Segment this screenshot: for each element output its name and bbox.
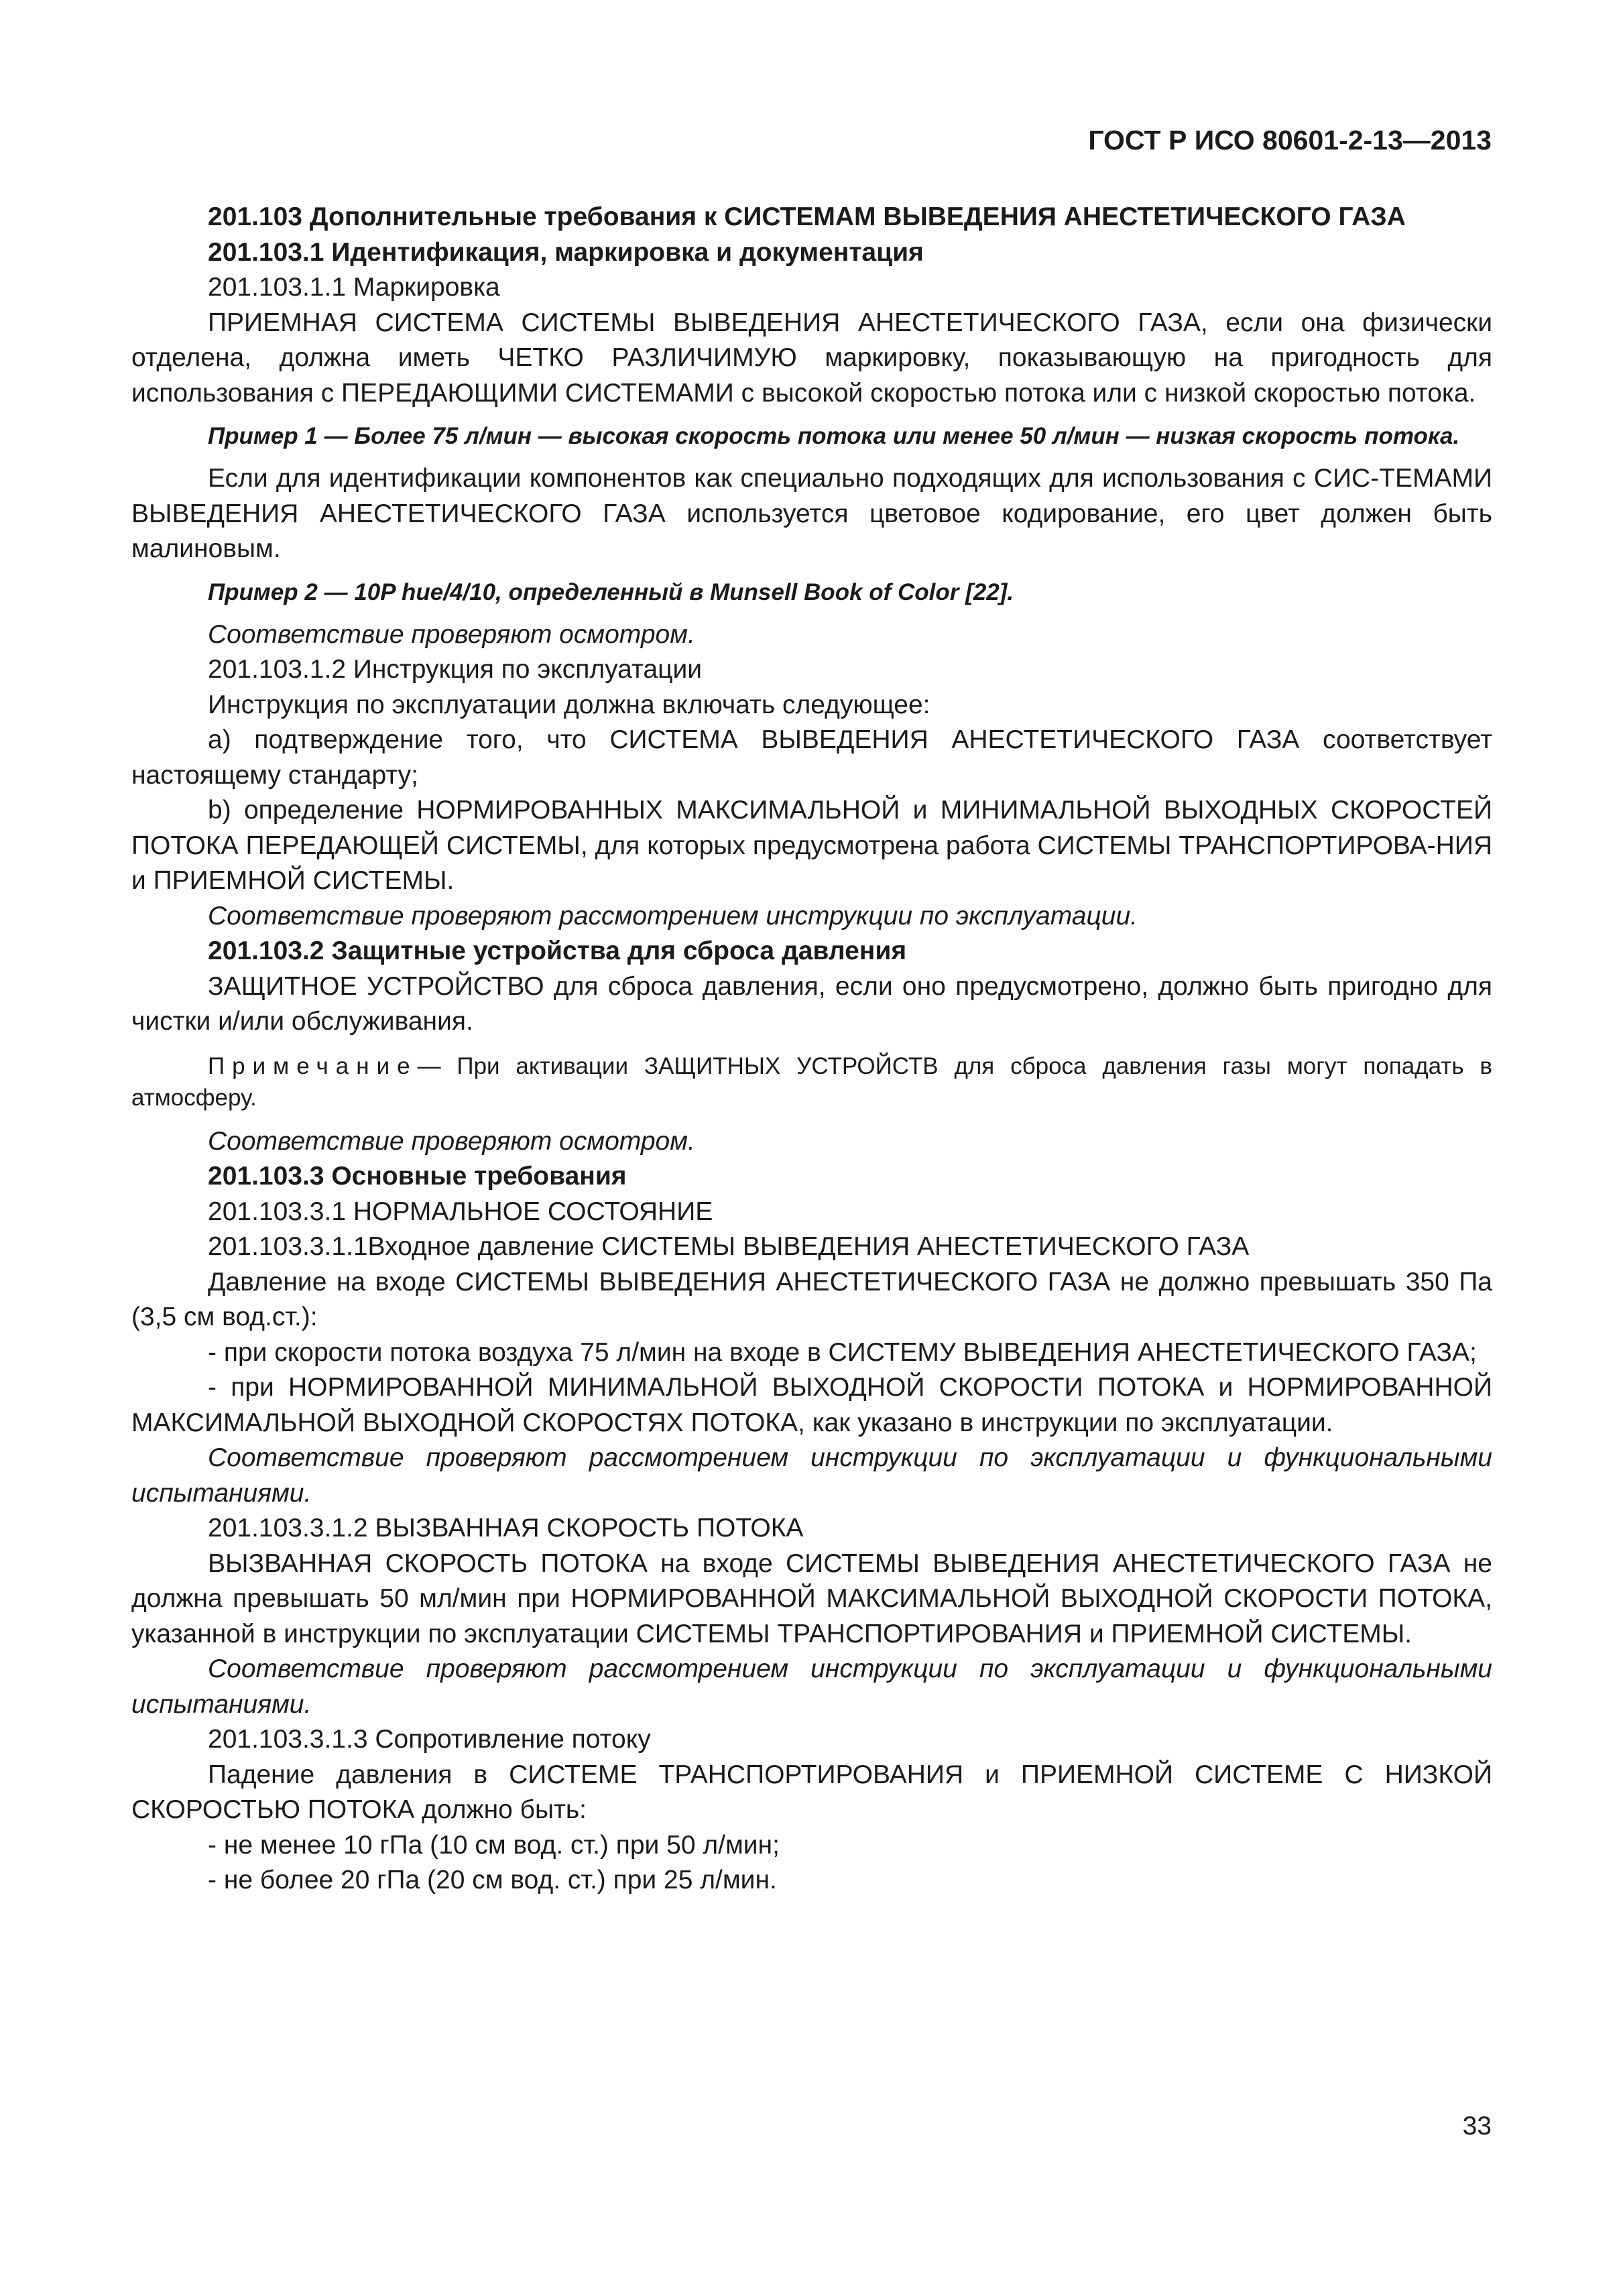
paragraph: Если для идентификации компонентов как специально подходящих для использования с СИС-ТЕМАМИ ВЫВЕДЕНИЯ АНЕСТЕТИЧЕСКОГО ГАЗА используется цветовое кодирование, его цвет должен быть малиновым. (131, 464, 1492, 563)
compliance-statement: Соответствие проверяют осмотром. (208, 619, 695, 649)
list-item: - при скорости потока воздуха 75 л/мин на входе в СИСТЕМУ ВЫВЕДЕНИЯ АНЕСТЕТИЧЕСКОГО ГАЗА; (208, 1337, 1477, 1367)
paragraph: Падение давления в СИСТЕМЕ ТРАНСПОРТИРОВАНИЯ и ПРИЕМНОЙ СИСТЕМЕ С НИЗКОЙ СКОРОСТЬЮ ПОТОКА должно быть: (131, 1760, 1492, 1824)
list-item-a: a) подтверждение того, что СИСТЕМА ВЫВЕДЕНИЯ АНЕСТЕТИЧЕСКОГО ГАЗА соответствует настоящему стандарту; (131, 725, 1492, 790)
subsection-title-flow-resistance: 201.103.3.1.3 Сопротивление потоку (208, 1725, 651, 1754)
example-2: Пример 2 — 10P hue/4/10, определенный в Munsell Book of Color [22]. (208, 579, 1014, 605)
list-item: - не более 20 гПа (20 см вод. ст.) при 25 л/мин. (208, 1866, 777, 1894)
list-item-b: b) определение НОРМИРОВАННЫХ МАКСИМАЛЬНОЙ и МИНИМАЛЬНОЙ ВЫХОДНЫХ СКОРОСТЕЙ ПОТОКА ПЕРЕДАЮЩЕЙ СИСТЕМЫ, для которых предусмотрена работа СИСТЕМЫ ТРАНСПОРТИРОВА-НИЯ и ПРИЕМНОЙ СИСТЕМЫ. (131, 796, 1492, 895)
paragraph: ВЫЗВАННАЯ СКОРОСТЬ ПОТОКА на входе СИСТЕМЫ ВЫВЕДЕНИЯ АНЕСТЕТИЧЕСКОГО ГАЗА не должна превышать 50 мл/мин при НОРМИРОВАННОЙ МАКСИМАЛЬНОЙ ВЫХОДНОЙ СКОРОСТИ ПОТОКА, указанной в инструкции по эксплуатации СИСТЕМЫ ТРАНСПОРТИРОВАНИЯ и ПРИЕМНОЙ СИСТЕМЫ. (131, 1549, 1492, 1648)
subsection-title-marking: 201.103.1.1 Маркировка (208, 273, 500, 302)
document-header: ГОСТ Р ИСО 80601-2-13—2013 (1088, 125, 1492, 156)
section-heading-201-103-2: 201.103.2 Защитные устройства для сброса давления (208, 936, 907, 965)
example-1: Пример 1 — Более 75 л/мин — высокая скорость потока или менее 50 л/мин — низкая скорость потока. (208, 423, 1460, 449)
note-label: Примечание (208, 1052, 418, 1079)
section-heading-201-103-1: 201.103.1 Идентификация, маркировка и документация (208, 237, 924, 267)
note (131, 1050, 1492, 1113)
subsection-title-induced-flow: 201.103.3.1.2 ВЫЗВАННАЯ СКОРОСТЬ ПОТОКА (208, 1514, 804, 1543)
subsection-title-normal-condition: 201.103.3.1 НОРМАЛЬНОЕ СОСТОЯНИЕ (208, 1197, 713, 1226)
compliance-statement: Соответствие проверяют рассмотрением инструкции по эксплуатации. (208, 901, 1138, 930)
compliance-statement: Соответствие проверяют рассмотрением инструкции по эксплуатации и функциональными испытаниями. (131, 1443, 1492, 1508)
section-heading-201-103-3: 201.103.3 Основные требования (208, 1162, 627, 1191)
paragraph: Инструкция по эксплуатации должна включать следующее: (208, 690, 930, 719)
list-item: - при НОРМИРОВАННОЙ МИНИМАЛЬНОЙ ВЫХОДНОЙ СКОРОСТИ ПОТОКА и НОРМИРОВАННОЙ МАКСИМАЛЬНОЙ ВЫХОДНОЙ СКОРОСТЯХ ПОТОКА, как указано в инструкции по эксплуатации. (131, 1373, 1492, 1437)
page-number: 33 (1462, 2112, 1492, 2140)
compliance-statement: Соответствие проверяют осмотром. (208, 1126, 695, 1156)
subsection-title-instructions: 201.103.1.2 Инструкция по эксплуатации (208, 655, 703, 684)
subsection-title-inlet-pressure: 201.103.3.1.1Входное давление СИСТЕМЫ ВЫВЕДЕНИЯ АНЕСТЕТИЧЕСКОГО ГАЗА (208, 1232, 1250, 1261)
paragraph: ЗАЩИТНОЕ УСТРОЙСТВО для сброса давления, если оно предусмотрено, должно быть пригодно для чистки и/или обслуживания. (131, 971, 1492, 1036)
document-body (131, 200, 1492, 1898)
compliance-statement: Соответствие проверяют рассмотрением инструкции по эксплуатации и функциональными испытаниями. (131, 1654, 1492, 1719)
paragraph: Давление на входе СИСТЕМЫ ВЫВЕДЕНИЯ АНЕСТЕТИЧЕСКОГО ГАЗА не должно превышать 350 Па (3,5 см вод.ст.): (131, 1267, 1492, 1331)
section-heading-201-103: 201.103 Дополнительные требования к СИСТЕМАМ ВЫВЕДЕНИЯ АНЕСТЕТИЧЕСКОГО ГАЗА (208, 202, 1406, 231)
list-item: - не менее 10 гПа (10 см вод. ст.) при 50 л/мин; (208, 1830, 780, 1860)
note-text: — При активации ЗАЩИТНЫХ УСТРОЙСТВ для сброса давления газы могут попадать в атмосферу. (131, 1052, 1492, 1111)
paragraph: ПРИЕМНАЯ СИСТЕМА СИСТЕМЫ ВЫВЕДЕНИЯ АНЕСТЕТИЧЕСКОГО ГАЗА, если она физически отделена, должна иметь ЧЕТКО РАЗЛИЧИМУЮ маркировку, показывающую на пригодность для использования с ПЕРЕДАЮЩИМИ СИСТЕМАМИ с высокой скоростью потока или с низкой скоростью потока. (131, 308, 1492, 408)
